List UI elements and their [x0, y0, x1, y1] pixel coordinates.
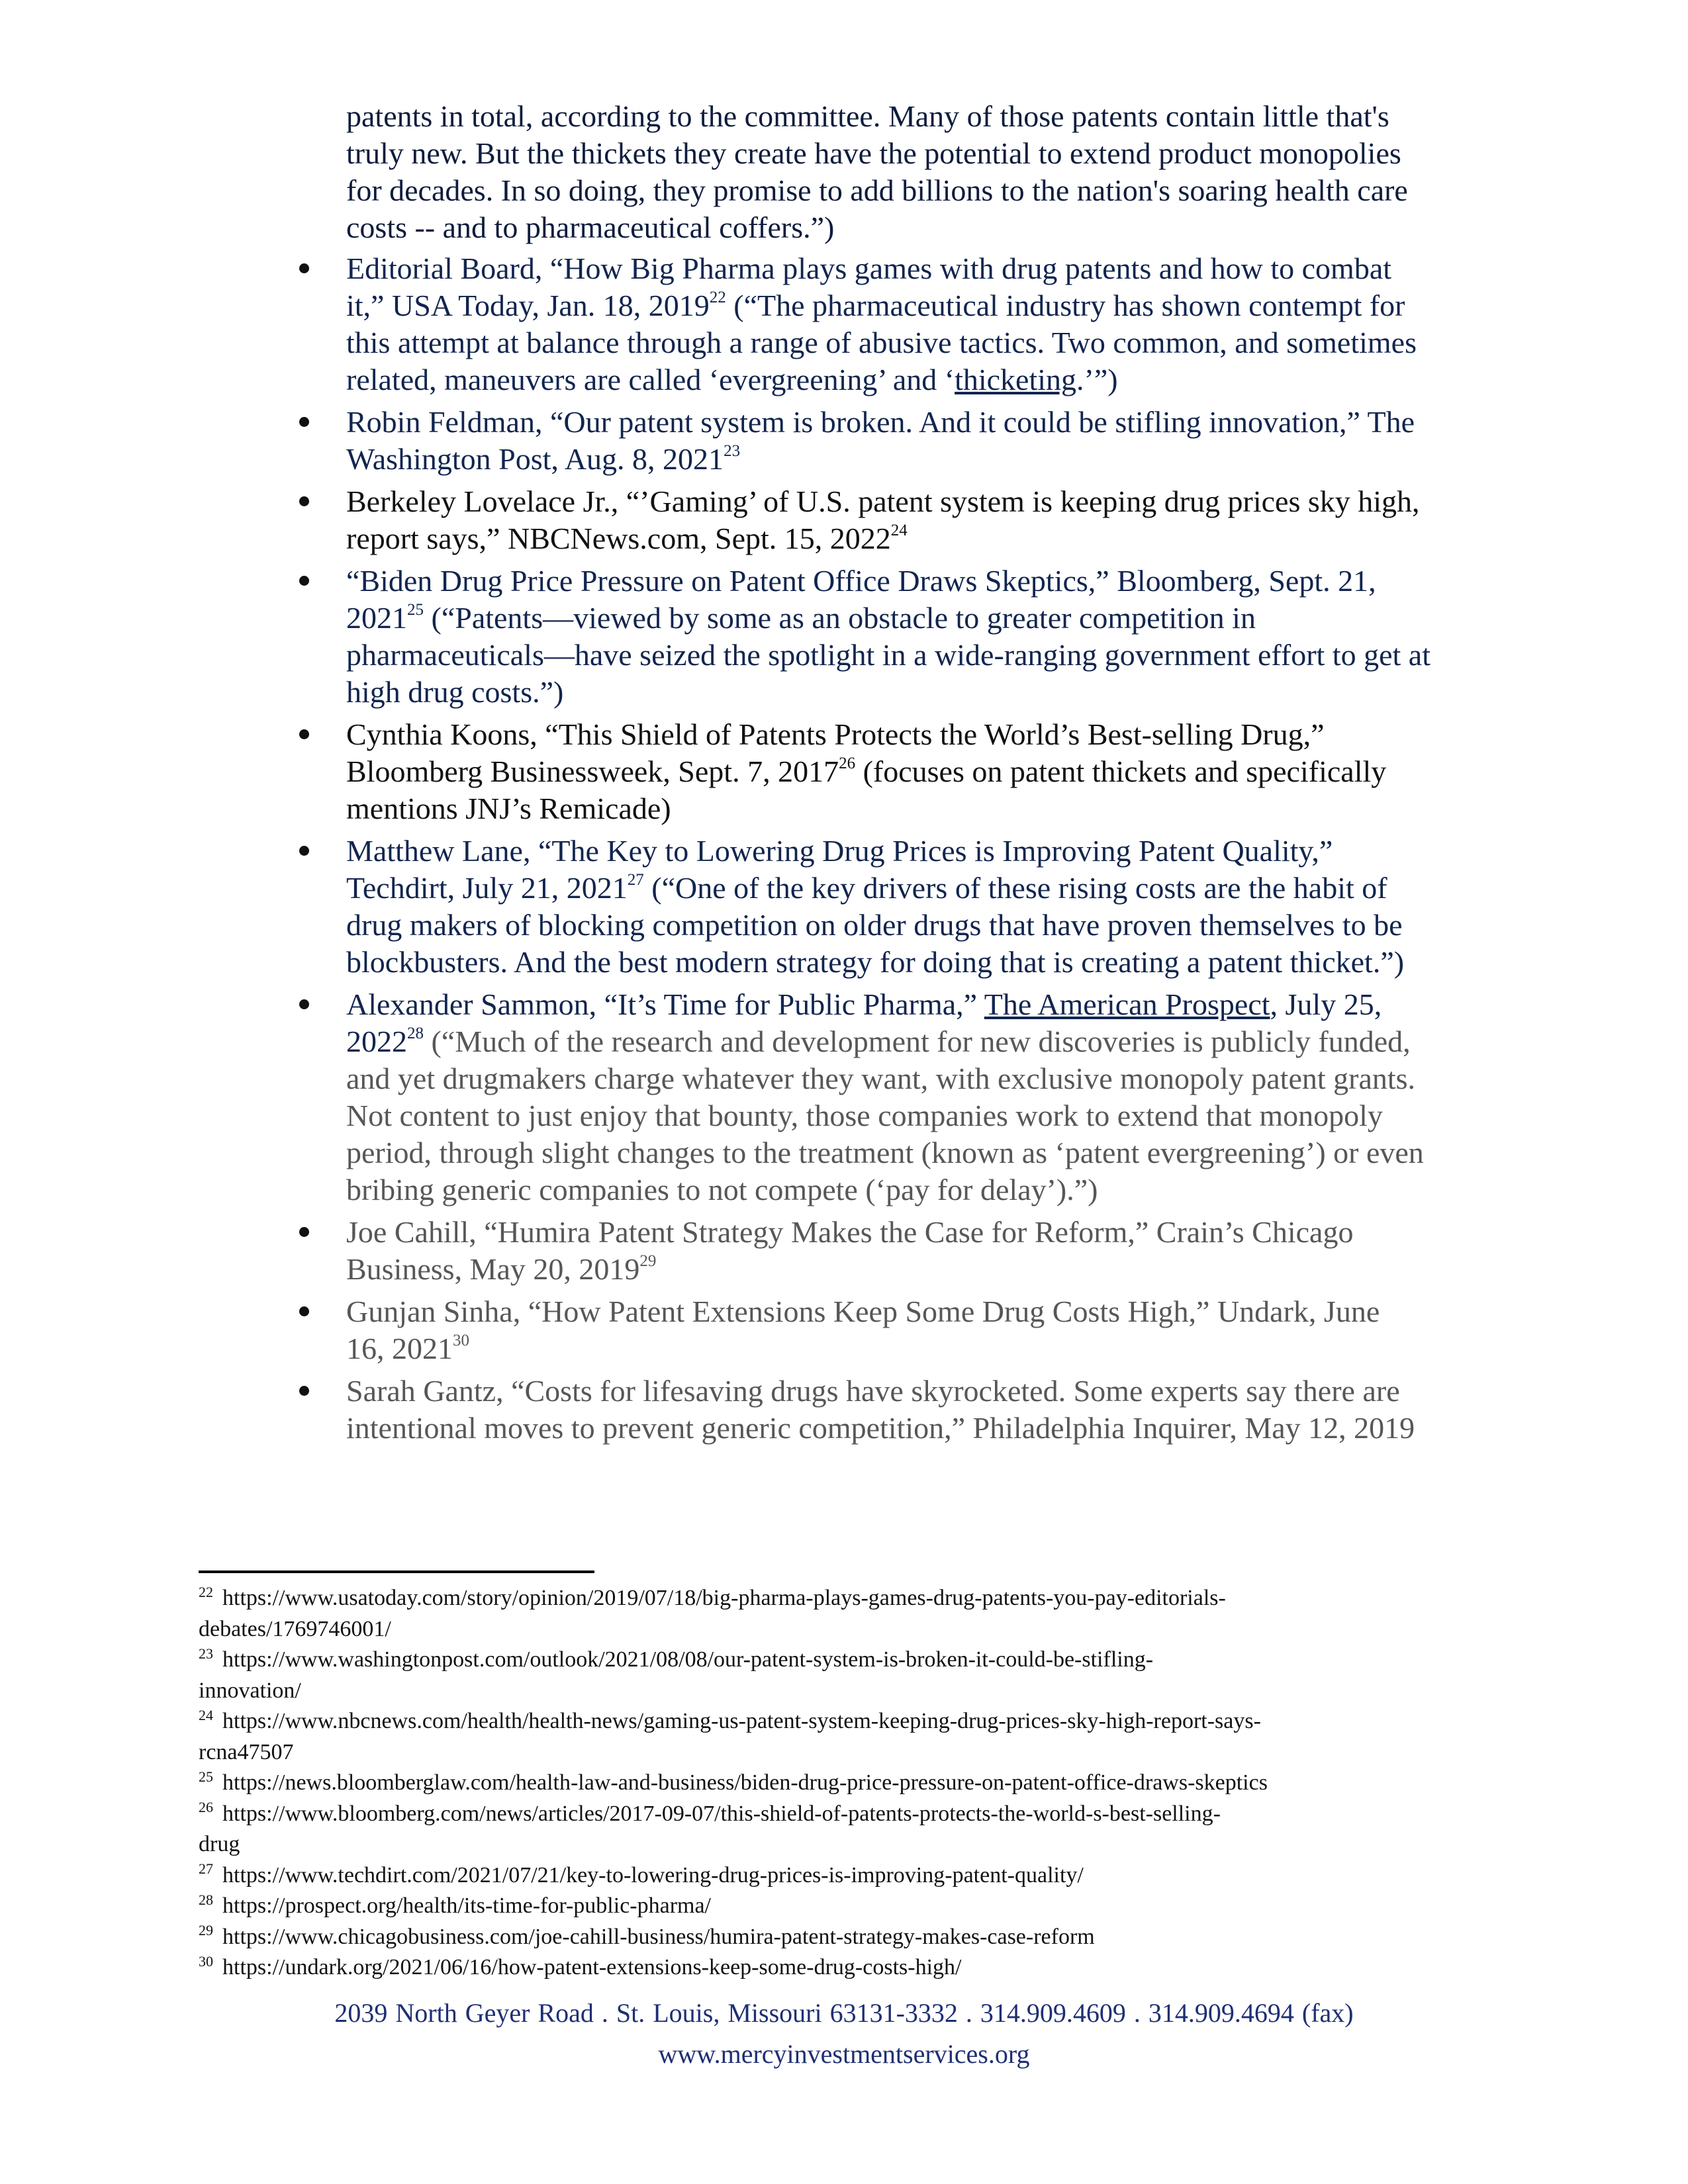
text-line: Cynthia Koons, “This Shield of Patents Protects the World’s Best-selling Drug,”	[346, 717, 1325, 751]
citation-text: Alexander Sammon, “It’s Time for Public Pharma,”	[346, 987, 984, 1021]
footnote-ref[interactable]: 25	[407, 600, 424, 619]
text-line	[346, 1251, 1481, 1288]
footnote-ref[interactable]: 22	[709, 288, 726, 306]
text-line	[346, 1330, 1481, 1367]
citation-text: report says,” NBCNews.com, Sept. 15, 2022	[346, 522, 891, 555]
bullet-icon	[299, 729, 309, 739]
footnote-url[interactable]: https://www.techdirt.com/2021/07/21/key-to-lowering-drug-prices-is-improving-patent-quality/	[222, 1862, 1084, 1888]
footnote-url[interactable]: https://news.bloomberglaw.com/health-law-and-business/biden-drug-price-pressure-on-patent-office-draws-skeptics	[222, 1770, 1268, 1795]
footnote	[199, 1645, 1489, 1676]
footnotes	[199, 1583, 1489, 1983]
footnote-number: 27	[199, 1860, 213, 1878]
footnote-url[interactable]: https://www.nbcnews.com/health/health-news/gaming-us-patent-system-keeping-drug-prices-sky-high-report-says-	[222, 1709, 1261, 1733]
text-line: this attempt at balance through a range of abusive tactics. Two common, and sometimes	[346, 326, 1417, 359]
list-item	[296, 833, 1481, 981]
footnote-ref[interactable]: 26	[839, 754, 856, 772]
text-line: mentions JNJ’s Remicade)	[346, 792, 671, 825]
text-line: blockbusters. And the best modern strategy for doing that is creating a patent thicket.”)	[346, 945, 1405, 979]
footnote	[199, 1583, 1489, 1614]
quote-text: (“The pharmaceutical industry has shown contempt for	[726, 289, 1405, 322]
footnote-number: 24	[199, 1706, 213, 1723]
footnote	[199, 1706, 1489, 1737]
footnote-separator	[199, 1570, 594, 1573]
citation-text: Bloomberg Businessweek, Sept. 7, 2017	[346, 754, 839, 788]
citation-text: 2022	[346, 1024, 407, 1058]
footnote-ref[interactable]: 28	[407, 1024, 424, 1042]
footer-website[interactable]: www.mercyinvestmentservices.org	[658, 2039, 1030, 2069]
citation-text: Washington Post, Aug. 8, 2021	[346, 442, 724, 476]
citation-text: Techdirt, July 21, 2021	[346, 871, 628, 905]
text-line	[346, 753, 1481, 790]
text-line: Sarah Gantz, “Costs for lifesaving drugs have skyrocketed. Some experts say there are	[346, 1374, 1400, 1408]
text-line: drug makers of blocking competition on older drugs that have proven themselves to be	[346, 908, 1403, 942]
text-line: costs -- and to pharmaceutical coffers.”)	[346, 210, 835, 244]
footnote-url-continued[interactable]: innovation/	[199, 1678, 301, 1703]
reference-list	[296, 250, 1481, 1447]
underlined-term: thicketing	[955, 363, 1077, 396]
footnote-number: 29	[199, 1922, 213, 1939]
text-line	[346, 361, 1481, 398]
list-item	[296, 1214, 1481, 1288]
bullet-icon	[299, 1386, 309, 1396]
footnote	[199, 1860, 1489, 1891]
quote-text: related, maneuvers are called ‘evergreening’ and ‘	[346, 363, 955, 396]
quote-text: .’”)	[1076, 363, 1118, 396]
citation-text: 16, 2021	[346, 1332, 453, 1365]
footnote-url-continued[interactable]: debates/1769746001/	[199, 1616, 391, 1641]
bullet-icon	[299, 846, 309, 856]
footnote-url[interactable]: https://www.usatoday.com/story/opinion/2019/07/18/big-pharma-plays-games-drug-patents-you-pay-editorials-	[222, 1586, 1226, 1610]
text-line: Not content to just enjoy that bounty, those companies work to extend that monopoly	[346, 1099, 1383, 1132]
text-line: high drug costs.”)	[346, 675, 564, 709]
bullet-icon	[299, 417, 309, 427]
text-line: patents in total, according to the committee. Many of those patents contain little that's	[346, 99, 1389, 133]
text-line	[346, 600, 1481, 637]
list-item	[296, 250, 1481, 398]
continued-quote	[346, 98, 1481, 246]
text-line	[346, 441, 1481, 478]
list-item	[296, 483, 1481, 557]
footnote-number: 26	[199, 1799, 213, 1816]
text-line: Editorial Board, “How Big Pharma plays games with drug patents and how to combat	[346, 251, 1392, 285]
footnote-ref[interactable]: 29	[639, 1251, 657, 1270]
text-line: “Biden Drug Price Pressure on Patent Office Draws Skeptics,” Bloomberg, Sept. 21,	[346, 564, 1376, 598]
footnote-ref[interactable]: 23	[724, 441, 741, 460]
footnote-number: 22	[199, 1583, 213, 1600]
bullet-icon	[299, 999, 309, 1009]
text-line: Matthew Lane, “The Key to Lowering Drug Prices is Improving Patent Quality,”	[346, 834, 1333, 868]
text-line: period, through slight changes to the treatment (known as ‘patent evergreening’) or even	[346, 1136, 1424, 1169]
list-item	[296, 716, 1481, 827]
quote-text: (focuses on patent thickets and specifically	[855, 754, 1387, 788]
quote-text: (“Patents—viewed by some as an obstacle to greater competition in	[424, 601, 1256, 635]
text-line: Gunjan Sinha, “How Patent Extensions Keep Some Drug Costs High,” Undark, June	[346, 1295, 1380, 1328]
footnote-url[interactable]: https://www.washingtonpost.com/outlook/2021/08/08/our-patent-system-is-broken-it-could-be-stifling-	[222, 1647, 1154, 1672]
bullet-icon	[299, 1227, 309, 1237]
citation-text: , July 25,	[1270, 987, 1382, 1021]
text-line	[346, 1023, 1481, 1060]
footnote	[199, 1768, 1489, 1799]
footnote	[199, 1952, 1489, 1983]
list-item	[296, 1293, 1481, 1367]
footnote	[199, 1922, 1489, 1953]
bullet-icon	[299, 263, 309, 273]
footnote-url[interactable]: https://prospect.org/health/its-time-for-public-pharma/	[222, 1893, 712, 1918]
footnote-url-continued[interactable]: rcna47507	[199, 1739, 294, 1764]
citation-text: 2021	[346, 601, 407, 635]
footnote	[199, 1891, 1489, 1922]
text-line	[346, 870, 1481, 907]
text-line: truly new. But the thickets they create have the potential to extend product monopolies	[346, 136, 1401, 170]
footnote-number: 25	[199, 1768, 213, 1785]
bullet-icon	[299, 496, 309, 506]
text-line: bribing generic companies to not compete (‘pay for delay’).”)	[346, 1173, 1098, 1206]
page-body	[296, 98, 1481, 1452]
footnote-number: 30	[199, 1952, 213, 1970]
text-line	[346, 986, 1481, 1023]
footer-address: 2039 North Geyer Road . St. Louis, Missouri 63131-3332 . 314.909.4609 . 314.909.4694 (fax)	[334, 1998, 1354, 2028]
footnote-ref[interactable]: 30	[453, 1331, 469, 1349]
bullet-icon	[299, 576, 309, 586]
list-item	[296, 563, 1481, 711]
footnote-ref[interactable]: 24	[890, 521, 908, 539]
text-line: intentional moves to prevent generic competition,” Philadelphia Inquirer, May 12, 2019	[346, 1411, 1415, 1445]
citation-text: it,” USA Today, Jan. 18, 2019	[346, 289, 710, 322]
footnote	[199, 1799, 1489, 1830]
text-line: Joe Cahill, “Humira Patent Strategy Makes the Case for Reform,” Crain’s Chicago	[346, 1215, 1354, 1249]
footnote-number: 23	[199, 1645, 213, 1662]
text-line: Berkeley Lovelace Jr., “’Gaming’ of U.S. patent system is keeping drug prices sky high,	[346, 484, 1420, 518]
footnote-url-continued[interactable]: drug	[199, 1832, 240, 1856]
quote-text: (“One of the key drivers of these rising costs are the habit of	[643, 871, 1387, 905]
text-line: for decades. In so doing, they promise to add billions to the nation's soaring health care	[346, 173, 1408, 207]
publication-name: The American Prospect	[984, 987, 1270, 1021]
footnote-url[interactable]: https://www.chicagobusiness.com/joe-cahill-business/humira-patent-strategy-makes-case-reform	[222, 1924, 1095, 1949]
citation-text: Business, May 20, 2019	[346, 1252, 640, 1286]
text-line: and yet drugmakers charge whatever they want, with exclusive monopoly patent grants.	[346, 1062, 1416, 1095]
footnote-url[interactable]: https://www.bloomberg.com/news/articles/2017-09-07/this-shield-of-patents-protects-the-world-s-best-selling-	[222, 1801, 1221, 1826]
text-line	[346, 520, 1481, 557]
text-line: Robin Feldman, “Our patent system is broken. And it could be stifling innovation,” The	[346, 405, 1415, 439]
quote-text: (“Much of the research and development for new discoveries is publicly funded,	[424, 1024, 1411, 1058]
text-line	[346, 287, 1481, 324]
text-line: pharmaceuticals—have seized the spotlight in a wide-ranging government effort to get at	[346, 638, 1430, 672]
footnote-ref[interactable]: 27	[627, 870, 644, 889]
list-item	[296, 1373, 1481, 1447]
footnote-url[interactable]: https://undark.org/2021/06/16/how-patent-extensions-keep-some-drug-costs-high/	[222, 1955, 962, 1979]
footnote-number: 28	[199, 1891, 213, 1908]
list-item	[296, 986, 1481, 1208]
list-item	[296, 404, 1481, 478]
bullet-icon	[299, 1306, 309, 1316]
